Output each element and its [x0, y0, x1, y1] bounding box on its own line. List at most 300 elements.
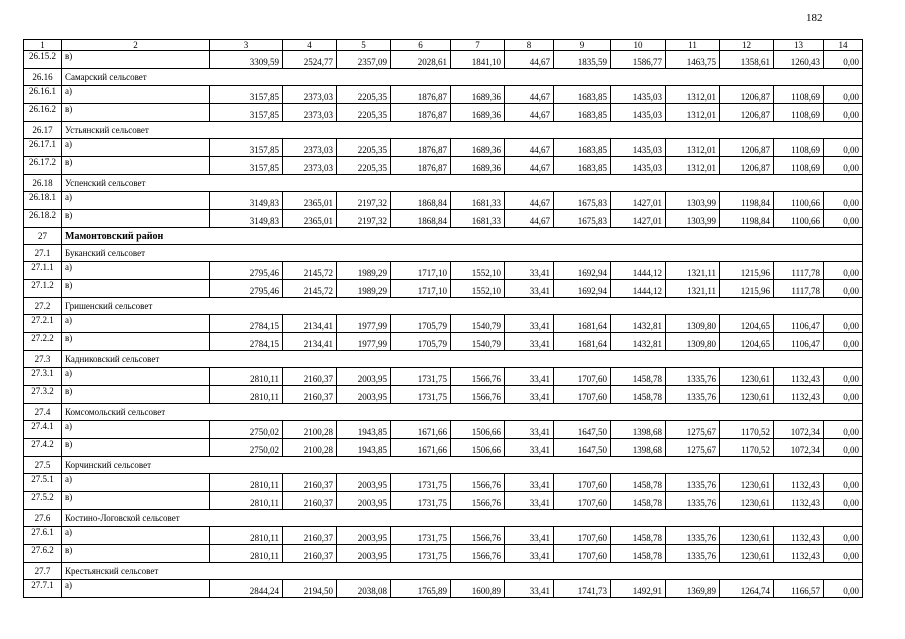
value-cell: 1215,96 — [720, 280, 774, 298]
row-code: 27.7.1 — [24, 580, 62, 598]
value-cell: 1705,79 — [391, 333, 451, 351]
value-cell: 1230,61 — [720, 368, 774, 386]
value-cell: 1335,76 — [666, 527, 720, 545]
value-cell: 2750,02 — [210, 439, 283, 457]
value-cell: 1432,81 — [611, 315, 666, 333]
value-cell: 1303,99 — [666, 192, 720, 210]
table-row — [24, 192, 863, 210]
row-label: а) — [62, 192, 210, 210]
column-header: 14 — [824, 40, 863, 51]
section-header-row — [24, 245, 863, 262]
section-name: Устьянский сельсовет — [62, 122, 863, 139]
row-code: 27.5.2 — [24, 492, 62, 510]
value-cell: 3157,85 — [210, 139, 283, 157]
value-cell: 1230,61 — [720, 492, 774, 510]
section-code: 27.4 — [24, 404, 62, 421]
section-header-row — [24, 69, 863, 86]
value-cell: 1435,03 — [611, 86, 666, 104]
table-row — [24, 492, 863, 510]
value-cell: 1335,76 — [666, 368, 720, 386]
value-cell: 2844,24 — [210, 580, 283, 598]
value-cell: 1731,75 — [391, 545, 451, 563]
value-cell: 1132,43 — [774, 474, 824, 492]
section-code: 27 — [24, 228, 62, 245]
column-header: 11 — [666, 40, 720, 51]
section-header-row — [24, 510, 863, 527]
value-cell: 1566,76 — [451, 386, 505, 404]
value-cell: 2810,11 — [210, 474, 283, 492]
value-cell: 1671,66 — [391, 439, 451, 457]
column-header: 5 — [337, 40, 391, 51]
tariff-table — [23, 39, 863, 598]
section-code: 26.18 — [24, 175, 62, 192]
column-header: 12 — [720, 40, 774, 51]
table-row — [24, 545, 863, 563]
value-cell: 1458,78 — [611, 474, 666, 492]
section-code: 27.2 — [24, 298, 62, 315]
value-cell: 1600,89 — [451, 580, 505, 598]
value-cell: 1707,60 — [554, 492, 611, 510]
row-label: а) — [62, 580, 210, 598]
section-name: Успенский сельсовет — [62, 175, 863, 192]
value-cell: 1681,33 — [451, 192, 505, 210]
value-cell: 0,00 — [824, 51, 863, 69]
value-cell: 2003,95 — [337, 527, 391, 545]
column-header: 7 — [451, 40, 505, 51]
value-cell: 2810,11 — [210, 386, 283, 404]
value-cell: 3157,85 — [210, 157, 283, 175]
value-cell: 1689,36 — [451, 139, 505, 157]
value-cell: 1398,68 — [611, 439, 666, 457]
value-cell: 1458,78 — [611, 368, 666, 386]
value-cell: 0,00 — [824, 580, 863, 598]
column-header: 8 — [505, 40, 554, 51]
value-cell: 0,00 — [824, 421, 863, 439]
row-label: в) — [62, 439, 210, 457]
row-code: 26.15.2 — [24, 51, 62, 69]
value-cell: 1683,85 — [554, 157, 611, 175]
value-cell: 1647,50 — [554, 439, 611, 457]
value-cell: 1309,80 — [666, 315, 720, 333]
value-cell: 3157,85 — [210, 104, 283, 122]
value-cell: 3149,83 — [210, 192, 283, 210]
value-cell: 2100,28 — [283, 439, 337, 457]
value-cell: 1230,61 — [720, 527, 774, 545]
value-cell: 44,67 — [505, 86, 554, 104]
value-cell: 1260,43 — [774, 51, 824, 69]
district-header-row — [24, 228, 863, 245]
value-cell: 2810,11 — [210, 492, 283, 510]
value-cell: 2205,35 — [337, 139, 391, 157]
row-label: в) — [62, 492, 210, 510]
value-cell: 1731,75 — [391, 492, 451, 510]
value-cell: 0,00 — [824, 492, 863, 510]
value-cell: 2160,37 — [283, 545, 337, 563]
value-cell: 1707,60 — [554, 474, 611, 492]
value-cell: 1204,65 — [720, 333, 774, 351]
value-cell: 1358,61 — [720, 51, 774, 69]
table-row — [24, 262, 863, 280]
row-code: 27.2.2 — [24, 333, 62, 351]
section-name: Буканский сельсовет — [62, 245, 863, 262]
table-row — [24, 280, 863, 298]
value-cell: 1369,89 — [666, 580, 720, 598]
value-cell: 3157,85 — [210, 86, 283, 104]
table-row — [24, 315, 863, 333]
value-cell: 2784,15 — [210, 333, 283, 351]
column-header: 3 — [210, 40, 283, 51]
value-cell: 2003,95 — [337, 492, 391, 510]
value-cell: 1683,85 — [554, 86, 611, 104]
value-cell: 1072,34 — [774, 439, 824, 457]
section-header-row — [24, 175, 863, 192]
row-label: в) — [62, 333, 210, 351]
value-cell: 33,41 — [505, 492, 554, 510]
value-cell: 1117,78 — [774, 280, 824, 298]
value-cell: 1206,87 — [720, 139, 774, 157]
row-code: 27.6.1 — [24, 527, 62, 545]
value-cell: 0,00 — [824, 368, 863, 386]
value-cell: 2003,95 — [337, 386, 391, 404]
value-cell: 1166,57 — [774, 580, 824, 598]
column-header: 9 — [554, 40, 611, 51]
row-code: 26.18.1 — [24, 192, 62, 210]
value-cell: 0,00 — [824, 386, 863, 404]
row-code: 27.1.2 — [24, 280, 62, 298]
value-cell: 2145,72 — [283, 280, 337, 298]
value-cell: 1977,99 — [337, 333, 391, 351]
section-code: 27.5 — [24, 457, 62, 474]
table-row — [24, 210, 863, 228]
row-code: 26.18.2 — [24, 210, 62, 228]
value-cell: 1681,64 — [554, 333, 611, 351]
value-cell: 0,00 — [824, 210, 863, 228]
value-cell: 2160,37 — [283, 527, 337, 545]
table-row — [24, 527, 863, 545]
row-label: а) — [62, 368, 210, 386]
row-code: 27.4.1 — [24, 421, 62, 439]
value-cell: 1458,78 — [611, 527, 666, 545]
value-cell: 0,00 — [824, 315, 863, 333]
value-cell: 2134,41 — [283, 333, 337, 351]
value-cell: 0,00 — [824, 262, 863, 280]
table-row — [24, 474, 863, 492]
value-cell: 1204,65 — [720, 315, 774, 333]
value-cell: 1835,59 — [554, 51, 611, 69]
value-cell: 1303,99 — [666, 210, 720, 228]
value-cell: 1132,43 — [774, 545, 824, 563]
value-cell: 1230,61 — [720, 474, 774, 492]
row-label: в) — [62, 51, 210, 69]
value-cell: 1170,52 — [720, 439, 774, 457]
value-cell: 1309,80 — [666, 333, 720, 351]
value-cell: 0,00 — [824, 86, 863, 104]
value-cell: 0,00 — [824, 474, 863, 492]
value-cell: 2160,37 — [283, 474, 337, 492]
value-cell: 1198,84 — [720, 192, 774, 210]
section-name: Комсомольский сельсовет — [62, 404, 863, 421]
table-row — [24, 368, 863, 386]
value-cell: 2795,46 — [210, 280, 283, 298]
value-cell: 1647,50 — [554, 421, 611, 439]
value-cell: 2373,03 — [283, 139, 337, 157]
section-code: 27.7 — [24, 563, 62, 580]
row-code: 27.6.2 — [24, 545, 62, 563]
value-cell: 2373,03 — [283, 104, 337, 122]
value-cell: 1506,66 — [451, 421, 505, 439]
value-cell: 1707,60 — [554, 527, 611, 545]
section-header-row — [24, 298, 863, 315]
value-cell: 2100,28 — [283, 421, 337, 439]
value-cell: 2028,61 — [391, 51, 451, 69]
row-label: а) — [62, 527, 210, 545]
section-header-row — [24, 457, 863, 474]
value-cell: 2003,95 — [337, 545, 391, 563]
section-header-row — [24, 404, 863, 421]
value-cell: 1876,87 — [391, 86, 451, 104]
value-cell: 0,00 — [824, 527, 863, 545]
value-cell: 1683,85 — [554, 139, 611, 157]
value-cell: 2810,11 — [210, 368, 283, 386]
value-cell: 1681,33 — [451, 210, 505, 228]
value-cell: 1692,94 — [554, 280, 611, 298]
value-cell: 1435,03 — [611, 139, 666, 157]
value-cell: 0,00 — [824, 333, 863, 351]
value-cell: 33,41 — [505, 545, 554, 563]
value-cell: 1876,87 — [391, 104, 451, 122]
value-cell: 1707,60 — [554, 545, 611, 563]
value-cell: 3149,83 — [210, 210, 283, 228]
value-cell: 1458,78 — [611, 492, 666, 510]
value-cell: 1275,67 — [666, 421, 720, 439]
value-cell: 1108,69 — [774, 139, 824, 157]
value-cell: 1335,76 — [666, 386, 720, 404]
row-label: в) — [62, 157, 210, 175]
value-cell: 2524,77 — [283, 51, 337, 69]
value-cell: 1566,76 — [451, 527, 505, 545]
section-header-row — [24, 351, 863, 368]
value-cell: 33,41 — [505, 368, 554, 386]
value-cell: 1321,11 — [666, 262, 720, 280]
value-cell: 1675,83 — [554, 192, 611, 210]
column-header: 4 — [283, 40, 337, 51]
value-cell: 2810,11 — [210, 527, 283, 545]
value-cell: 1689,36 — [451, 86, 505, 104]
value-cell: 1692,94 — [554, 262, 611, 280]
value-cell: 1458,78 — [611, 545, 666, 563]
value-cell: 33,41 — [505, 280, 554, 298]
row-label: а) — [62, 139, 210, 157]
column-header: 2 — [62, 40, 210, 51]
value-cell: 1689,36 — [451, 157, 505, 175]
row-label: в) — [62, 280, 210, 298]
value-cell: 1427,01 — [611, 192, 666, 210]
value-cell: 1432,81 — [611, 333, 666, 351]
row-label: а) — [62, 474, 210, 492]
section-header-row — [24, 122, 863, 139]
value-cell: 2038,08 — [337, 580, 391, 598]
row-code: 26.17.2 — [24, 157, 62, 175]
value-cell: 2810,11 — [210, 545, 283, 563]
value-cell: 2357,09 — [337, 51, 391, 69]
value-cell: 2373,03 — [283, 86, 337, 104]
value-cell: 44,67 — [505, 139, 554, 157]
value-cell: 0,00 — [824, 192, 863, 210]
row-code: 27.4.2 — [24, 439, 62, 457]
value-cell: 33,41 — [505, 333, 554, 351]
row-label: в) — [62, 104, 210, 122]
value-cell: 1132,43 — [774, 386, 824, 404]
row-code: 27.3.1 — [24, 368, 62, 386]
table-row — [24, 333, 863, 351]
value-cell: 1108,69 — [774, 86, 824, 104]
section-name: Корчинский сельсовет — [62, 457, 863, 474]
value-cell: 1586,77 — [611, 51, 666, 69]
row-code: 27.2.1 — [24, 315, 62, 333]
value-cell: 33,41 — [505, 421, 554, 439]
value-cell: 2205,35 — [337, 86, 391, 104]
value-cell: 1108,69 — [774, 157, 824, 175]
value-cell: 2205,35 — [337, 157, 391, 175]
value-cell: 1230,61 — [720, 386, 774, 404]
table-row — [24, 104, 863, 122]
value-cell: 1566,76 — [451, 368, 505, 386]
value-cell: 2160,37 — [283, 492, 337, 510]
value-cell: 1731,75 — [391, 368, 451, 386]
value-cell: 1492,91 — [611, 580, 666, 598]
value-cell: 2134,41 — [283, 315, 337, 333]
table-row — [24, 86, 863, 104]
value-cell: 1868,84 — [391, 210, 451, 228]
value-cell: 1106,47 — [774, 315, 824, 333]
value-cell: 2373,03 — [283, 157, 337, 175]
value-cell: 1717,10 — [391, 280, 451, 298]
value-cell: 33,41 — [505, 580, 554, 598]
row-code: 26.17.1 — [24, 139, 62, 157]
value-cell: 33,41 — [505, 262, 554, 280]
value-cell: 1264,74 — [720, 580, 774, 598]
column-header: 13 — [774, 40, 824, 51]
value-cell: 2365,01 — [283, 192, 337, 210]
value-cell: 1321,11 — [666, 280, 720, 298]
value-cell: 1198,84 — [720, 210, 774, 228]
row-label: в) — [62, 210, 210, 228]
section-name: Крестьянский сельсовет — [62, 563, 863, 580]
value-cell: 2145,72 — [283, 262, 337, 280]
section-header-row — [24, 563, 863, 580]
section-name: Самарский сельсовет — [62, 69, 863, 86]
value-cell: 1335,76 — [666, 492, 720, 510]
value-cell: 3309,59 — [210, 51, 283, 69]
row-code: 27.3.2 — [24, 386, 62, 404]
value-cell: 1206,87 — [720, 86, 774, 104]
value-cell: 1689,36 — [451, 104, 505, 122]
value-cell: 1977,99 — [337, 315, 391, 333]
value-cell: 1206,87 — [720, 157, 774, 175]
value-cell: 1681,64 — [554, 315, 611, 333]
row-code: 27.1.1 — [24, 262, 62, 280]
table-row — [24, 157, 863, 175]
value-cell: 1312,01 — [666, 139, 720, 157]
row-code: 27.5.1 — [24, 474, 62, 492]
column-header: 6 — [391, 40, 451, 51]
value-cell: 44,67 — [505, 157, 554, 175]
value-cell: 33,41 — [505, 474, 554, 492]
value-cell: 0,00 — [824, 439, 863, 457]
row-code: 26.16.2 — [24, 104, 62, 122]
value-cell: 2205,35 — [337, 104, 391, 122]
value-cell: 0,00 — [824, 104, 863, 122]
value-cell: 1552,10 — [451, 262, 505, 280]
value-cell: 1671,66 — [391, 421, 451, 439]
value-cell: 1117,78 — [774, 262, 824, 280]
value-cell: 2750,02 — [210, 421, 283, 439]
district-name: Мамонтовский район — [62, 228, 863, 245]
value-cell: 1943,85 — [337, 439, 391, 457]
value-cell: 1705,79 — [391, 315, 451, 333]
value-cell: 1275,67 — [666, 439, 720, 457]
section-code: 27.1 — [24, 245, 62, 262]
value-cell: 1876,87 — [391, 157, 451, 175]
value-cell: 1312,01 — [666, 157, 720, 175]
value-cell: 1444,12 — [611, 280, 666, 298]
table-body — [24, 40, 863, 598]
value-cell: 2197,32 — [337, 210, 391, 228]
value-cell: 1072,34 — [774, 421, 824, 439]
value-cell: 1106,47 — [774, 333, 824, 351]
value-cell: 1683,85 — [554, 104, 611, 122]
section-code: 27.6 — [24, 510, 62, 527]
value-cell: 1868,84 — [391, 192, 451, 210]
value-cell: 44,67 — [505, 104, 554, 122]
value-cell: 2003,95 — [337, 368, 391, 386]
value-cell: 1427,01 — [611, 210, 666, 228]
value-cell: 1312,01 — [666, 86, 720, 104]
value-cell: 1335,76 — [666, 474, 720, 492]
table-row — [24, 139, 863, 157]
value-cell: 1675,83 — [554, 210, 611, 228]
page-number: 182 — [806, 12, 823, 24]
value-cell: 1707,60 — [554, 386, 611, 404]
value-cell: 33,41 — [505, 315, 554, 333]
section-name: Гришенский сельсовет — [62, 298, 863, 315]
value-cell: 1731,75 — [391, 386, 451, 404]
row-label: а) — [62, 262, 210, 280]
value-cell: 1100,66 — [774, 210, 824, 228]
value-cell: 1435,03 — [611, 104, 666, 122]
row-label: а) — [62, 421, 210, 439]
value-cell: 1731,75 — [391, 474, 451, 492]
value-cell: 1731,75 — [391, 527, 451, 545]
row-code: 26.16.1 — [24, 86, 62, 104]
column-header-row — [24, 40, 863, 51]
value-cell: 33,41 — [505, 386, 554, 404]
value-cell: 2795,46 — [210, 262, 283, 280]
section-name: Кадниковский сельсовет — [62, 351, 863, 368]
value-cell: 1230,61 — [720, 545, 774, 563]
value-cell: 1765,89 — [391, 580, 451, 598]
value-cell: 1463,75 — [666, 51, 720, 69]
value-cell: 1841,10 — [451, 51, 505, 69]
value-cell: 1132,43 — [774, 492, 824, 510]
value-cell: 1170,52 — [720, 421, 774, 439]
table-row — [24, 580, 863, 598]
value-cell: 1566,76 — [451, 474, 505, 492]
value-cell: 2003,95 — [337, 474, 391, 492]
value-cell: 1435,03 — [611, 157, 666, 175]
row-label: а) — [62, 86, 210, 104]
value-cell: 1506,66 — [451, 439, 505, 457]
